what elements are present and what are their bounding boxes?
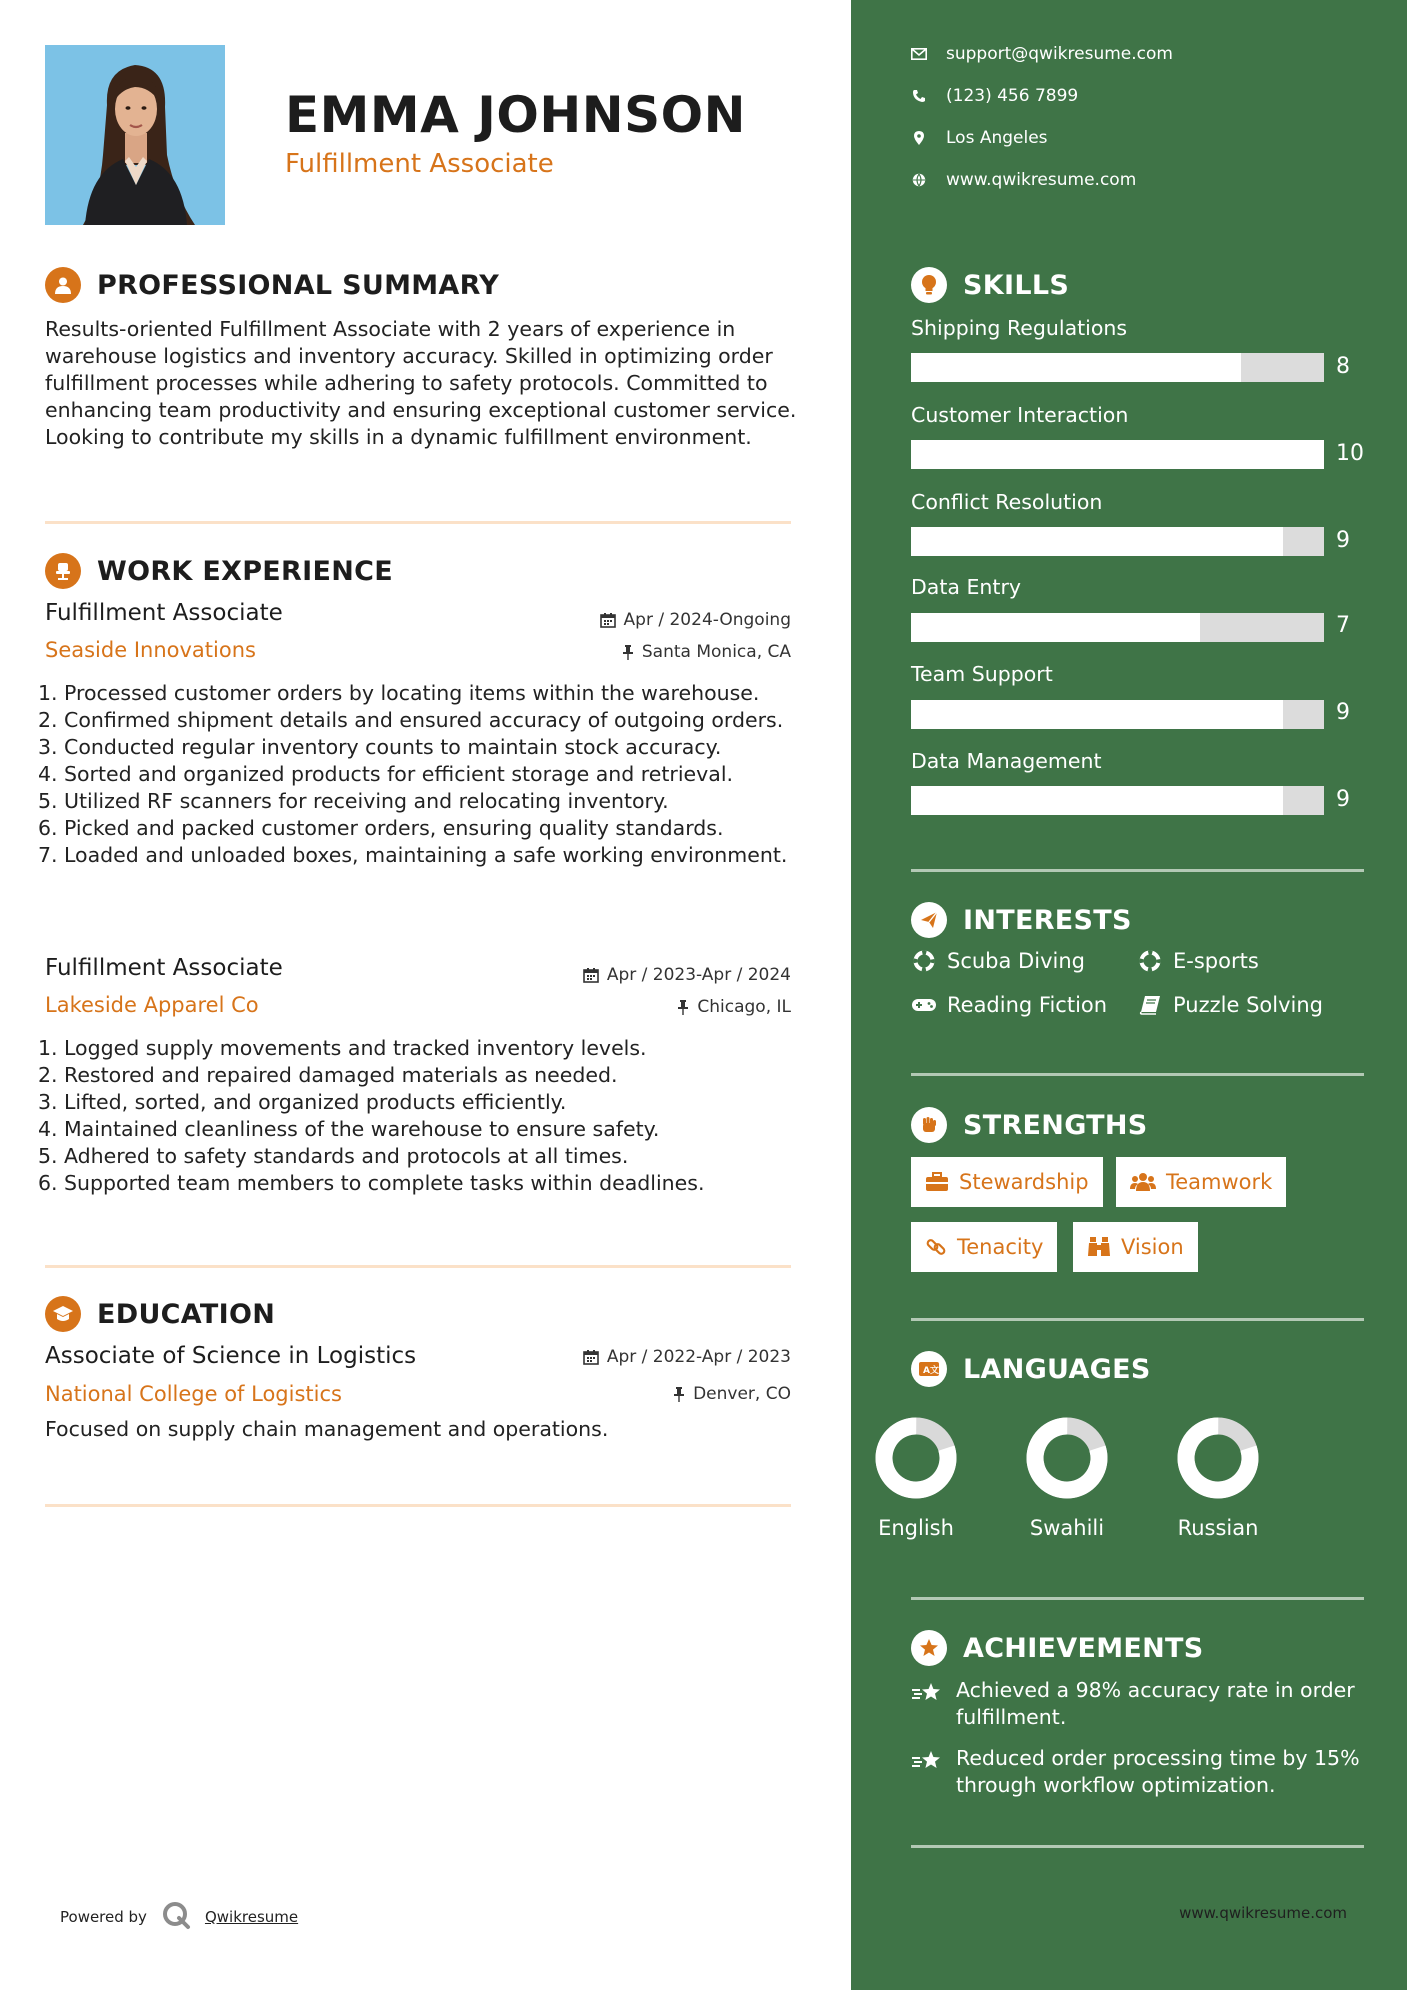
paper-plane-icon xyxy=(911,902,947,938)
job-title: Fulfillment Associate xyxy=(45,600,283,626)
interest-item xyxy=(911,993,1107,1017)
briefcase-icon xyxy=(925,1172,949,1192)
job-location-text: Santa Monica, CA xyxy=(641,642,791,662)
job-date xyxy=(583,965,791,985)
calendar-icon xyxy=(583,1349,599,1365)
summary-section-header xyxy=(45,267,499,303)
summary-text: Results-oriented Fulfillment Associate with 2 years of experience in warehouse logistics and inventory accuracy. Skilled in optimizing order fulfillment processes while adhering to safety protocols. Committed to enhancing team productivity and ensuring exceptional customer service. Looking to contribute my skills in a dynamic fulfillment environment. xyxy=(45,317,797,449)
education-date xyxy=(583,1347,791,1367)
skill-name: Conflict Resolution xyxy=(911,490,1103,514)
achievement-item xyxy=(911,1745,1371,1799)
experience-section-header xyxy=(45,553,393,589)
skill-bar-fill xyxy=(911,700,1283,729)
contact-location-text: Los Angeles xyxy=(946,128,1048,148)
skill-name: Customer Interaction xyxy=(911,403,1129,427)
pushpin-icon xyxy=(622,644,634,660)
list-item: 5. Adhered to safety standards and protocols at all times. xyxy=(38,1144,629,1168)
contact-phone[interactable] xyxy=(911,86,1078,106)
section-divider xyxy=(45,1265,791,1268)
strength-badge xyxy=(1116,1157,1286,1207)
list-item: 3. Conducted regular inventory counts to maintain stock accuracy. xyxy=(38,735,722,759)
qwikresume-logo-icon xyxy=(161,1900,191,1934)
strength-badge xyxy=(911,1222,1057,1272)
contact-website[interactable] xyxy=(911,170,1136,190)
languages-title: LANGUAGES xyxy=(963,1353,1151,1385)
section-divider xyxy=(911,1845,1364,1848)
skill-bar xyxy=(911,700,1324,729)
skill-name: Data Entry xyxy=(911,575,1022,599)
user-icon xyxy=(45,267,81,303)
qwikresume-link[interactable]: Qwikresume xyxy=(204,1908,299,1926)
powered-by xyxy=(60,1900,298,1934)
language-donut xyxy=(1176,1416,1260,1500)
job-title: Fulfillment Associate xyxy=(45,955,283,981)
job-date-text: Apr / 2024-Ongoing xyxy=(623,610,791,630)
job-location xyxy=(677,997,791,1017)
skill-bar xyxy=(911,353,1324,382)
achievements-section-header xyxy=(911,1630,1204,1666)
list-item: 5. Utilized RF scanners for receiving and relocating inventory. xyxy=(38,789,669,813)
strength-badge xyxy=(911,1157,1103,1207)
pushpin-icon xyxy=(677,999,689,1015)
language-name: English xyxy=(878,1516,954,1540)
education-description: Focused on supply chain management and operations. xyxy=(45,1417,609,1441)
job-date-text: Apr / 2023-Apr / 2024 xyxy=(606,965,791,985)
interest-item xyxy=(1137,993,1323,1017)
languages-section-header xyxy=(911,1351,1151,1387)
list-item: 2. Restored and repaired damaged materials as needed. xyxy=(38,1063,618,1087)
list-item: 6. Supported team members to complete tasks within deadlines. xyxy=(38,1171,705,1195)
skill-bar xyxy=(911,440,1324,469)
strength-label: Stewardship xyxy=(959,1170,1089,1194)
strength-label: Tenacity xyxy=(957,1235,1044,1259)
achievements-title: ACHIEVEMENTS xyxy=(963,1632,1204,1664)
life-ring-icon xyxy=(1137,950,1163,972)
powered-by-label: Powered by xyxy=(60,1908,147,1926)
language-name: Swahili xyxy=(1029,1516,1105,1540)
svg-text:文: 文 xyxy=(930,1366,940,1376)
interests-title: INTERESTS xyxy=(963,904,1132,936)
calendar-icon xyxy=(583,967,599,983)
achievement-text: Reduced order processing time by 15% through workflow optimization. xyxy=(956,1746,1360,1797)
contact-phone-text: (123) 456 7899 xyxy=(946,86,1079,106)
interest-item xyxy=(911,949,1085,973)
skill-bar xyxy=(911,613,1324,642)
strengths-section-header xyxy=(911,1107,1148,1143)
star-badge-icon xyxy=(911,1630,947,1666)
education-location xyxy=(673,1384,791,1404)
skill-bar-fill xyxy=(911,786,1283,815)
skill-value: 9 xyxy=(1336,787,1350,812)
language-item xyxy=(1007,1416,1127,1540)
profile-photo xyxy=(45,45,225,225)
calendar-icon xyxy=(600,612,616,628)
map-marker-icon xyxy=(911,131,927,145)
language-donut xyxy=(1025,1416,1109,1500)
skill-bar-fill xyxy=(911,527,1283,556)
contact-email-text: support@qwikresume.com xyxy=(946,44,1173,64)
section-divider xyxy=(45,521,791,524)
education-section-header xyxy=(45,1296,275,1332)
list-item: 4. Maintained cleanliness of the warehouse to ensure safety. xyxy=(38,1117,660,1141)
link-icon xyxy=(925,1236,947,1258)
interest-label: Reading Fiction xyxy=(947,993,1108,1017)
contact-website-text: www.qwikresume.com xyxy=(946,170,1137,190)
degree-title: Associate of Science in Logistics xyxy=(45,1343,417,1369)
job-bullets xyxy=(38,1035,798,1197)
shooting-star-icon xyxy=(911,1677,943,1731)
company-name: Lakeside Apparel Co xyxy=(45,993,259,1017)
envelope-icon xyxy=(911,48,927,60)
job-bullets xyxy=(38,680,798,869)
company-name: Seaside Innovations xyxy=(45,638,256,662)
section-divider xyxy=(911,1073,1364,1076)
candidate-name: EMMA JOHNSON xyxy=(285,86,746,144)
list-item: 3. Lifted, sorted, and organized products efficiently. xyxy=(38,1090,567,1114)
skills-section-header xyxy=(911,267,1069,303)
achievement-text: Achieved a 98% accuracy rate in order fulfillment. xyxy=(956,1678,1355,1729)
skill-bar-fill xyxy=(911,613,1200,642)
gamepad-icon xyxy=(911,997,937,1013)
skill-name: Data Management xyxy=(911,749,1102,773)
school-name: National College of Logistics xyxy=(45,1382,342,1406)
shooting-star-icon xyxy=(911,1745,943,1799)
interest-label: Puzzle Solving xyxy=(1173,993,1323,1017)
interest-item xyxy=(1137,949,1259,973)
users-icon xyxy=(1130,1172,1156,1192)
office-chair-icon xyxy=(45,553,81,589)
strength-badge xyxy=(1073,1222,1198,1272)
list-item: 1. Processed customer orders by locating items within the warehouse. xyxy=(38,681,760,705)
skill-value: 7 xyxy=(1336,613,1350,638)
section-divider xyxy=(45,1504,791,1507)
skill-value: 9 xyxy=(1336,528,1350,553)
job-location xyxy=(622,642,791,662)
fist-icon xyxy=(911,1107,947,1143)
book-icon xyxy=(1137,995,1163,1015)
candidate-role: Fulfillment Associate xyxy=(285,149,554,179)
skill-name: Team Support xyxy=(911,662,1053,686)
svg-text:A: A xyxy=(923,1366,930,1376)
list-item: 2. Confirmed shipment details and ensured accuracy of outgoing orders. xyxy=(38,708,784,732)
interest-label: Scuba Diving xyxy=(947,949,1085,973)
education-title: EDUCATION xyxy=(97,1298,276,1330)
interest-label: E-sports xyxy=(1173,949,1259,973)
skills-title: SKILLS xyxy=(963,269,1070,301)
language-name: Russian xyxy=(1177,1516,1259,1540)
skill-bar-fill xyxy=(911,353,1241,382)
lightbulb-icon xyxy=(911,267,947,303)
skill-value: 9 xyxy=(1336,700,1350,725)
achievement-item xyxy=(911,1677,1371,1731)
skill-bar xyxy=(911,786,1324,815)
strengths-title: STRENGTHS xyxy=(963,1109,1148,1141)
list-item: 6. Picked and packed customer orders, ensuring quality standards. xyxy=(38,816,724,840)
binoculars-icon xyxy=(1087,1236,1111,1258)
section-divider xyxy=(911,869,1364,872)
graduation-cap-icon xyxy=(45,1296,81,1332)
job-location-text: Chicago, IL xyxy=(697,997,791,1017)
list-item: 7. Loaded and unloaded boxes, maintaining a safe working environment. xyxy=(38,843,788,867)
phone-icon xyxy=(911,89,927,103)
skill-value: 10 xyxy=(1336,441,1364,466)
education-date-text: Apr / 2022-Apr / 2023 xyxy=(606,1347,791,1367)
language-donut xyxy=(874,1416,958,1500)
list-item: 4. Sorted and organized products for efficient storage and retrieval. xyxy=(38,762,734,786)
language-item xyxy=(1158,1416,1278,1540)
skill-value: 8 xyxy=(1336,354,1350,379)
pushpin-icon xyxy=(673,1386,685,1402)
education-location-text: Denver, CO xyxy=(693,1384,791,1404)
globe-icon xyxy=(911,173,927,187)
section-divider xyxy=(911,1597,1364,1600)
language-item xyxy=(856,1416,976,1540)
strength-label: Vision xyxy=(1121,1235,1184,1259)
section-divider xyxy=(911,1318,1364,1321)
contact-email[interactable] xyxy=(911,44,1173,64)
contact-location xyxy=(911,128,1048,148)
interests-section-header xyxy=(911,902,1132,938)
summary-title: PROFESSIONAL SUMMARY xyxy=(97,269,500,301)
skill-name: Shipping Regulations xyxy=(911,316,1128,340)
skill-bar xyxy=(911,527,1324,556)
skill-bar-fill xyxy=(911,440,1324,469)
language-icon xyxy=(911,1351,947,1387)
sidebar xyxy=(851,0,1407,1990)
job-date xyxy=(600,610,791,630)
strength-label: Teamwork xyxy=(1166,1170,1273,1194)
list-item: 1. Logged supply movements and tracked inventory levels. xyxy=(38,1036,647,1060)
experience-title: WORK EXPERIENCE xyxy=(97,555,393,587)
life-ring-icon xyxy=(911,950,937,972)
footer-website-link[interactable]: www.qwikresume.com xyxy=(1179,1904,1347,1922)
